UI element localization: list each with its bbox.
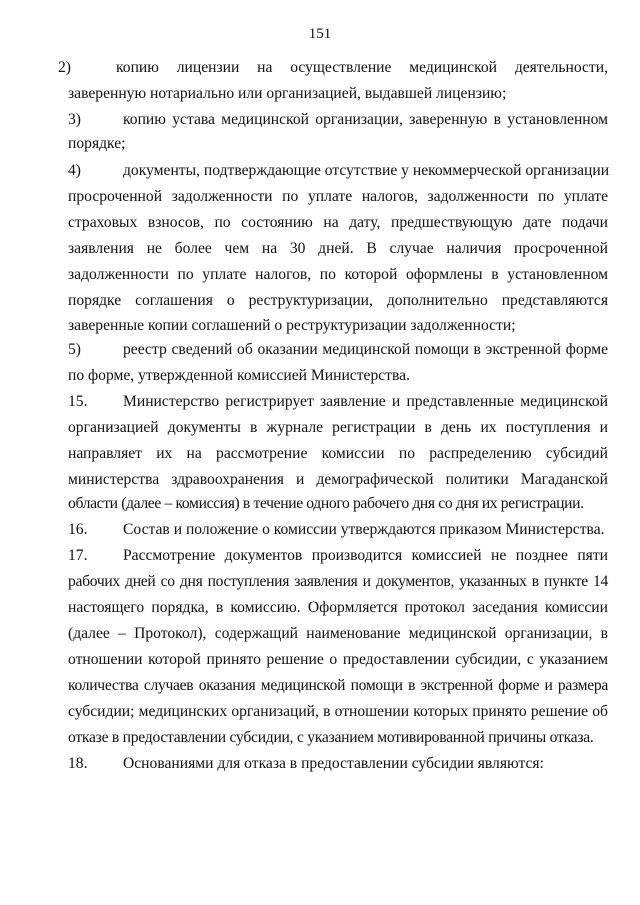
item-4-line-4: заявления не более чем на 30 дней. В случае наличия просроченной	[68, 240, 608, 257]
item-4-line-1: 4) документы, подтверждающие отсутствие у некоммерческой организации	[68, 162, 610, 179]
clause-17-line-5: отношении которой принято решение о предоставлении субсидии, с указанием	[68, 651, 608, 668]
clause-17-line-8: отказе в предоставлении субсидии, с указанием мотивированной причины отказа.	[68, 729, 594, 746]
item-3-line-2: порядке;	[68, 135, 126, 152]
item-4-number: 4)	[68, 162, 81, 179]
clause-17-line-2: рабочих дней со дня поступления заявления и документов, указанных в пункте 14	[68, 573, 608, 590]
item-4-line-2: просроченной задолженности по уплате налогов, задолженности по уплате	[68, 188, 608, 205]
item-2-line-2: заверенную нотариально или организацией, выдавшей лицензию;	[68, 85, 507, 102]
clause-17-line-6: количества случаев оказания медицинской помощи в экстренной форме и размера	[68, 677, 608, 694]
item-4-line-6: порядке соглашения о реструктуризации, дополнительно представляются	[68, 292, 608, 309]
item-3-line-1: 3) копию устава медицинской организации, заверенную в установленном	[68, 111, 608, 128]
clause-16-number: 16.	[68, 521, 88, 538]
clause-15-line-4: министерства здравоохранения и демографической политики Магаданской	[68, 471, 608, 488]
clause-15-number: 15.	[68, 393, 88, 410]
clause-16-line-1: 16. Состав и положение о комиссии утверждаются приказом Министерства.	[68, 521, 605, 538]
clause-15-line-2: организацией документы в журнале регистрации в день их поступления и	[68, 419, 608, 436]
clause-17-line-7: субсидии; медицинских организаций, в отношении которых принято решение об	[68, 703, 608, 720]
item-2-number: 2)	[58, 59, 71, 76]
page-number: 151	[308, 26, 332, 42]
item-5-line-1: 5) реестр сведений об оказании медицинской помощи в экстренной форме	[68, 341, 608, 358]
clause-17-line-3: настоящего порядка, в комиссию. Оформляется протокол заседания комиссии	[68, 599, 608, 616]
item-5-number: 5)	[68, 341, 81, 358]
item-5-line-2: по форме, утвержденной комиссией Министерства.	[68, 367, 410, 384]
clause-17-line-4: (далее – Протокол), содержащий наименование медицинской организации, в	[68, 625, 608, 642]
item-4-line-7: заверенные копии соглашений о реструктуризации задолженности;	[68, 317, 516, 334]
item-2-line-1: 2) копию лицензии на осуществление медицинской деятельности,	[58, 59, 608, 76]
clause-15-line-1: 15. Министерство регистрирует заявление и представленные медицинской	[68, 393, 608, 410]
item-3-number: 3)	[68, 111, 81, 128]
clause-17-number: 17.	[68, 547, 88, 564]
clause-15-line-5: области (далее – комиссия) в течение одного рабочего дня со дня их регистрации.	[68, 495, 584, 512]
clause-18-line-1: 18. Основаниями для отказа в предоставлении субсидии являются:	[68, 755, 544, 772]
clause-15-line-3: направляет их на рассмотрение комиссии по распределению субсидий	[68, 445, 608, 462]
item-4-line-5: задолженности по уплате налогов, по которой оформлены в установленном	[68, 266, 608, 283]
clause-17-line-1: 17. Рассмотрение документов производится комиссией не позднее пяти	[68, 547, 608, 564]
clause-18-number: 18.	[68, 755, 88, 772]
item-4-line-3: страховых взносов, по состоянию на дату, предшествующую дате подачи	[68, 214, 608, 231]
